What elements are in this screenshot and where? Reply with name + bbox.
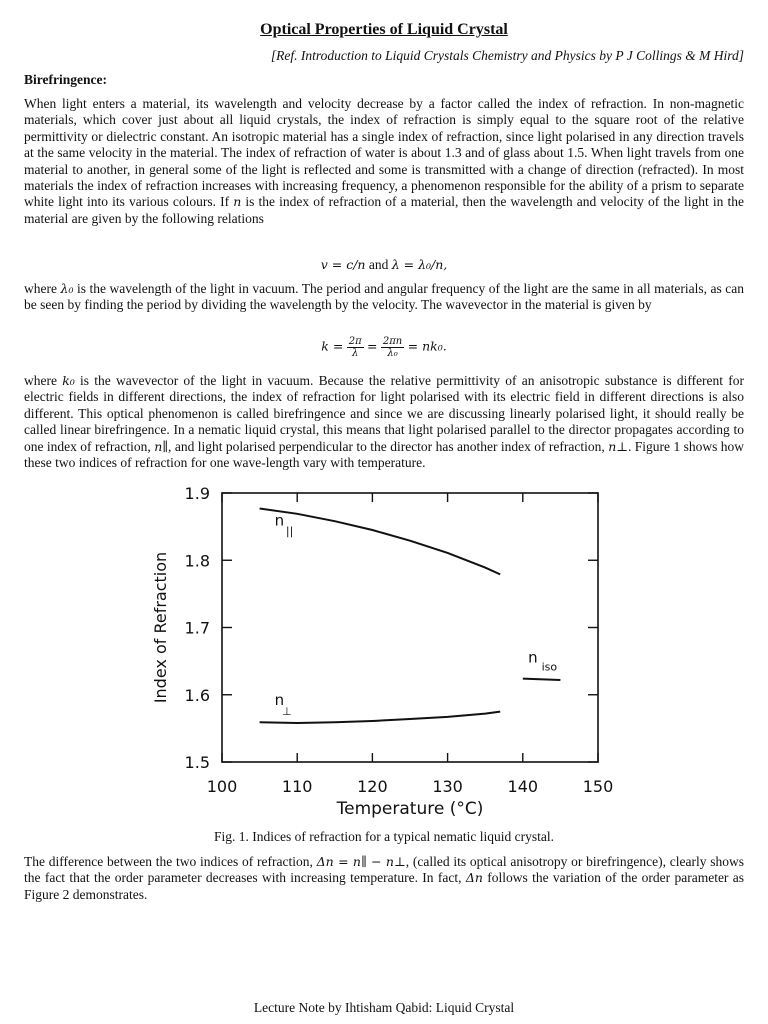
symbol-n: n [233,194,242,210]
equation-2-end: = nk₀. [407,338,447,354]
reference-line: [Ref. Introduction to Liquid Crystals Chemistry and Physics by P J Collings & M Hird] [270,48,744,63]
equation-1-and: and [368,257,389,272]
section-heading: Birefringence: [24,72,107,87]
paragraph-1-text: When light enters a material, its wavelength and velocity decrease by a factor called the index of refraction. In non-magnetic materials, which cover just about all liquid crystals, the index of refraction is simply equal to the square root of the relative permittivity or dielectric constant. An isotropic material has a single index of refraction, since light polarised in any direction travels at the same velocity in the material. The index of refraction of water is about 1.3 and of glass about 1.5. When light travels from one material to another, in general some of the light is reflected and some is transmitted with a change of direction (refracted). In most materials the index of refraction increases with increasing frequency, a phenomenon responsible for the ability of a prism to separate white light into its various colours. If [24,96,744,210]
series-line-1 [260,712,501,723]
equation-1-left: v = c/n [320,257,366,272]
x-tick-label: 150 [582,777,614,796]
fraction-1-numerator: 2π [348,336,362,347]
paragraph-3-text-b: , and light polarised perpendicular to the director has another index of refraction, [168,438,605,454]
y-tick-label: 1.9 [184,484,210,503]
x-tick-label: 130 [432,777,463,796]
plot-frame [222,493,598,762]
series-label-1: n [274,690,285,709]
paragraph-4-text-b: , (called its optical anisotropy or birefringence), clearly shows the fact that the order parameter decreases with increasing temperature. In fact, [24,854,744,886]
page-title: Optical Properties of Liquid Crystal [260,21,508,38]
equation-2 [24,336,744,359]
paragraph-1 [24,96,744,227]
symbol-n-perp: n⊥ [608,438,629,454]
symbol-n-parallel: n∥ [154,438,169,454]
paragraph-4 [24,854,744,903]
series-label-sub-0: || [285,524,294,538]
series-label-2: n [528,648,538,667]
equation-2-equals: = [367,338,378,354]
paragraph-2 [24,281,744,314]
series-line-2 [523,679,561,680]
fraction-1-denominator: λ [352,348,359,359]
series-label-0: n [274,511,285,530]
x-axis-label: Temperature (°C) [336,799,484,819]
fraction-2-denominator: λ₀ [387,348,398,359]
symbol-k0: k₀ [62,373,75,388]
paragraph-3 [24,373,744,471]
y-tick-label: 1.8 [184,551,210,571]
paragraph-3-start: where [24,373,57,388]
series-line-0 [260,509,501,575]
series-label-sub-2: iso [541,660,558,674]
equation-2-fraction-1 [347,336,364,359]
figure-caption: Fig. 1. Indices of refraction for a typical nematic liquid crystal. [213,829,554,844]
paragraph-4-text-a: The difference between the two indices of refraction, [24,854,313,869]
x-tick-label: 110 [281,777,313,796]
y-tick-label: 1.5 [184,753,210,772]
paragraph-4-text-c: follows the variation of the order parameter as Figure 2 demonstrates. [24,870,745,902]
paragraph-3-text-a: is the wavevector of the light in vacuum. Because the relative permittivity of an anisotropic substance is different for electric fields in different directions, the index of refraction for light polarised with its electric field in different directions is also different. This optical phenomenon is called birefringence and since we are discussing linearly polarised light, it should really be called linear birefringence. In a nematic liquid crystal, this means that light polarised parallel to the director propagates according to one index of refraction, [24,373,745,454]
equation-1-right: λ = λ₀/n, [391,257,448,272]
birefringence-equation: Δn = n∥ − n⊥ [316,854,406,869]
paragraph-1-end: is the index of refraction of a material, then the wavelength and velocity of the light in the material are given by the following relations [24,194,744,226]
symbol-delta-n: Δn [465,870,483,886]
series-label-sub-1: ⊥ [282,704,292,718]
equation-1 [24,257,744,273]
equation-2-fraction-2 [381,336,404,359]
y-axis-label: Index of Refraction [151,551,170,704]
symbol-lambda0: λ₀ [60,281,74,296]
fraction-2-numerator: 2πn [382,336,403,347]
equation-2-k: k = [321,338,344,354]
page-footer: Lecture Note by Ihtisham Qabid: Liquid Crystal [253,1000,515,1015]
y-tick-label: 1.7 [184,618,210,638]
paragraph-3-text-c: . Figure 1 shows how these two indices of refraction for one wave-length vary with temperature. [24,438,745,471]
x-tick-label: 140 [507,777,539,796]
x-tick-label: 100 [206,777,238,796]
paragraph-2-text: is the wavelength of the light in vacuum. The period and angular frequency of the light are the same in all materials, as can be seen by finding the period by dividing the wavelength by the velocity. The wavevector in the material is given by [24,281,745,313]
y-tick-label: 1.6 [184,685,210,705]
paragraph-2-start: where [24,281,57,296]
x-tick-label: 120 [357,777,388,796]
